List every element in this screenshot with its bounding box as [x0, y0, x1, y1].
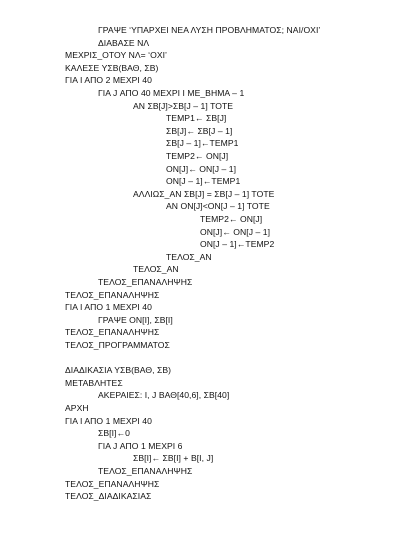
code-line: ΓΙΑ J ΑΠΟ 40 ΜΕΧΡΙ Ι ΜΕ_ΒΗΜΑ – 1 — [98, 88, 245, 98]
code-line: ΤΕΛΟΣ_ΕΠΑΝΑΛΗΨΗΣ — [65, 478, 160, 489]
code-line: TEMP1← ΣΒ[J] — [166, 113, 227, 124]
code-line: ΤΕΛΟΣ_ΔΙΑΔΙΚΑΣΙΑΣ — [65, 491, 152, 502]
code-line: ΤΕΛΟΣ_ΕΠΑΝΑΛΗΨΗΣ — [98, 466, 193, 476]
code-line: ΚΑΛΕΣΕ ΥΣΒ(ΒΑΘ, ΣΒ) — [65, 62, 159, 73]
code-line: ΜΕΤΑΒΛΗΤΕΣ — [65, 377, 123, 388]
code-line: ΤΕΛΟΣ_ΑΝ — [166, 251, 212, 262]
code-line: ΟΝ[J – 1]←TEMP2 — [200, 239, 275, 250]
code-line: ΑΝ ΣΒ[J]>ΣΒ[J – 1] ΤΟΤΕ — [133, 100, 234, 111]
code-line: ΑΝ ΟΝ[J]<ΟΝ[J – 1] ΤΟΤΕ — [166, 201, 270, 212]
code-line: ΟΝ[J – 1]←TEMP1 — [166, 176, 241, 187]
code-line: ΤΕΛΟΣ_ΑΝ — [133, 264, 179, 275]
code-line: ΣΒ[Ι]←0 — [98, 428, 130, 439]
code-line: ΤΕΛΟΣ_ΕΠΑΝΑΛΗΨΗΣ — [98, 277, 193, 287]
code-line: ΔΙΑΒΑΣΕ ΝΛ — [98, 37, 150, 48]
code-line: ΔΙΑΔΙΚΑΣΙΑ ΥΣΒ(ΒΑΘ, ΣΒ) — [65, 365, 172, 376]
code-line: ΜΕΧΡΙΣ_ΟΤΟΥ ΝΛ= ‘ΟΧΙ’ — [65, 50, 168, 61]
code-line: ΤΕΛΟΣ_ΕΠΑΝΑΛΗΨΗΣ — [65, 289, 160, 300]
code-line: ΑΚΕΡΑΙΕΣ: Ι, J ΒΑΘ[40,6], ΣΒ[40] — [98, 390, 230, 401]
code-line: ΓΙΑ Ι ΑΠΟ 2 ΜΕΧΡΙ 40 — [65, 75, 152, 86]
code-line: ΣΒ[Ι]← ΣΒ[Ι] + Β[Ι, J] — [133, 453, 214, 464]
code-line: ΓΡΑΨΕ ‘ΥΠΑΡΧΕΙ ΝΕΑ ΛΥΣΗ ΠΡΟΒΛΗΜΑΤΟΣ; ΝΑΙ/ΟΧΙ’ — [98, 25, 321, 35]
code-line: ΓΙΑ Ι ΑΠΟ 1 ΜΕΧΡΙ 40 — [65, 415, 152, 426]
code-line: TEMP2← ΟΝ[J] — [166, 151, 229, 161]
code-line: ΣΒ[J – 1]←TEMP1 — [166, 138, 239, 149]
code-line: ΟΝ[J]← ΟΝ[J – 1] — [200, 226, 271, 237]
code-line: ΤΕΛΟΣ_ΕΠΑΝΑΛΗΨΗΣ — [65, 327, 160, 338]
code-line: ΓΙΑ J ΑΠΟ 1 ΜΕΧΡΙ 6 — [98, 440, 183, 451]
code-line: ΑΡΧΗ — [65, 403, 89, 413]
code-line: ΣΒ[J]← ΣΒ[J – 1] — [166, 125, 233, 136]
code-line: ΑΛΛΙΩΣ_ΑΝ ΣΒ[J] = ΣΒ[J – 1] ΤΟΤΕ — [133, 188, 275, 199]
code-line: ΤΕΛΟΣ_ΠΡΟΓΡΑΜΜΑΤΟΣ — [65, 340, 170, 350]
code-line: ΓΙΑ Ι ΑΠΟ 1 ΜΕΧΡΙ 40 — [65, 302, 152, 313]
code-line: TEMP2← ΟΝ[J] — [200, 214, 263, 224]
code-line: ΟΝ[J]← ΟΝ[J – 1] — [166, 163, 237, 174]
code-line: ΓΡΑΨΕ ΟΝ[Ι], ΣΒ[Ι] — [98, 314, 173, 325]
